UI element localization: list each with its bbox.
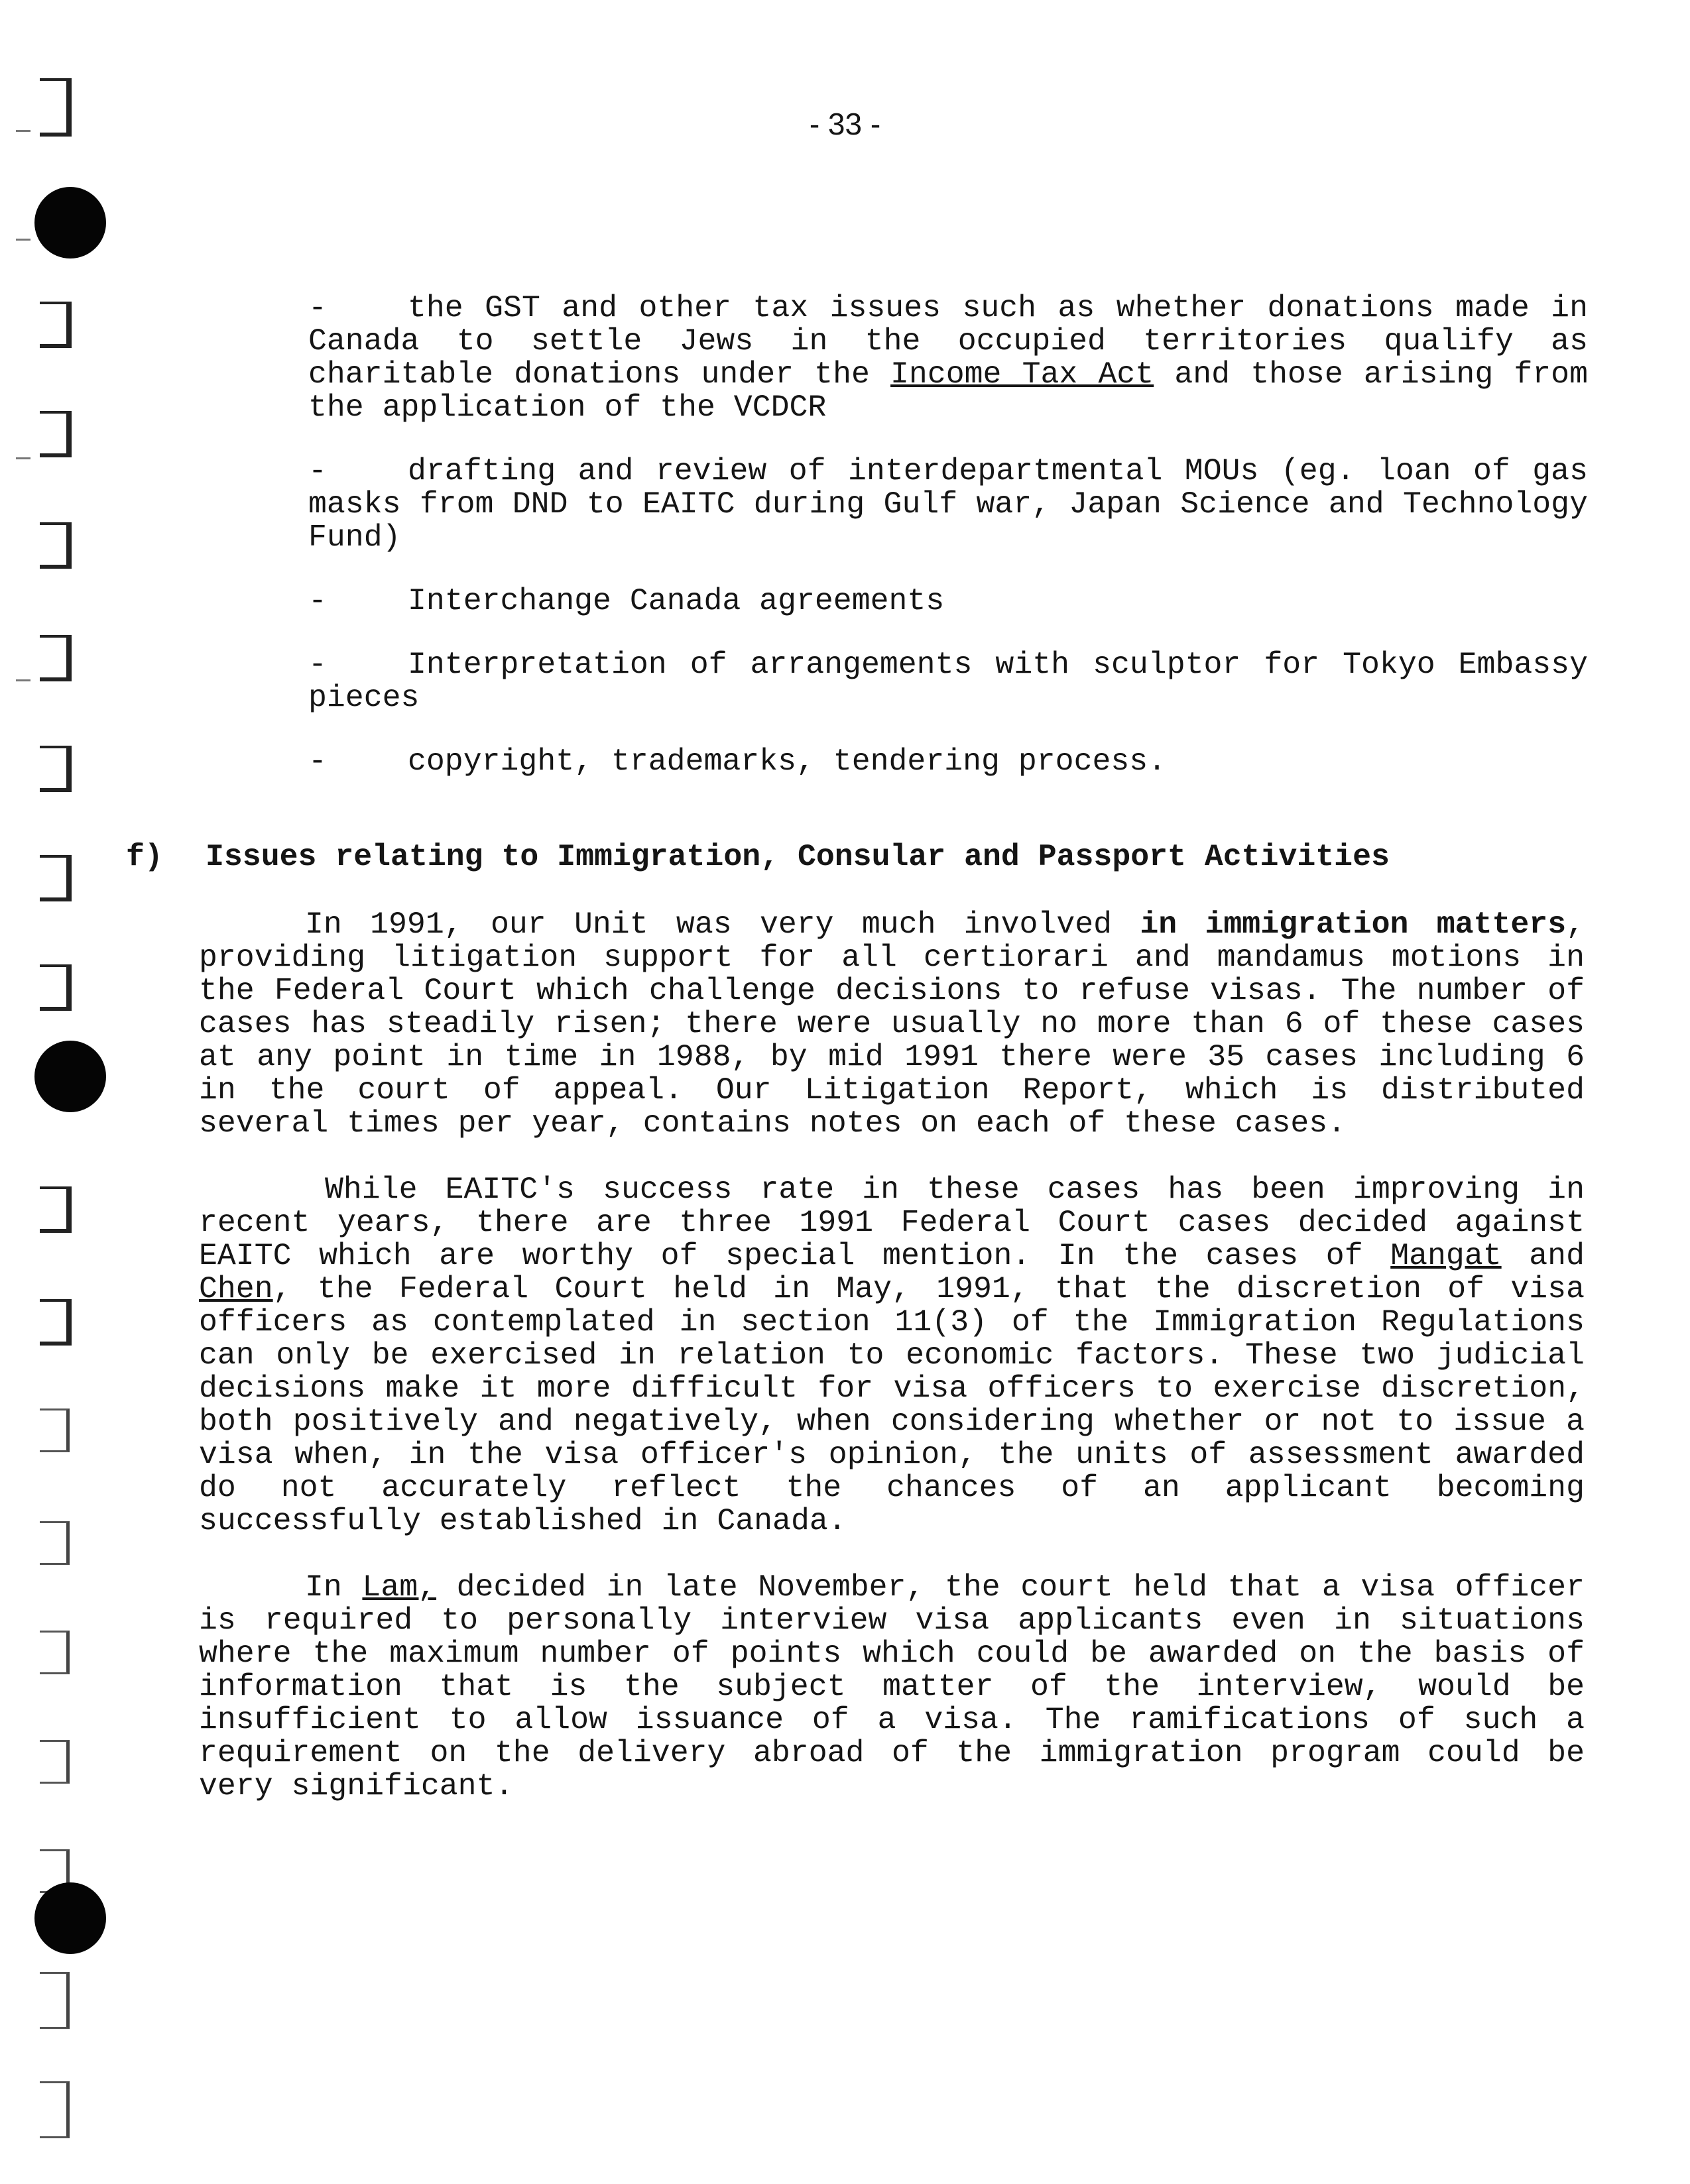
paragraph [199,908,1585,1140]
text-run: In 1991, our Unit was very much involved [305,907,1140,942]
paragraph [199,1571,1585,1803]
binding-tab [40,1186,72,1233]
binding-tab [40,746,72,792]
punch-hole [34,187,106,259]
underlined-text: Income Tax Act [890,357,1154,392]
scan-speck [16,679,30,681]
paragraph [199,1173,1585,1538]
binding-tab [40,1299,72,1346]
bullet-item [308,648,1588,715]
binding-tab [40,302,72,348]
binding-tab [40,635,72,681]
bullet-dash: - [308,744,327,779]
bullet-item [308,455,1588,554]
page-number: - 33 - [809,107,881,141]
body-text [199,908,1585,1836]
binding-tab [40,522,72,569]
punch-hole [34,1882,106,1954]
scan-speck [16,457,30,459]
binding-tab [40,1408,70,1452]
bullet-dash: - [308,290,327,325]
bullet-item [308,585,1588,618]
binding-tab [40,1740,70,1784]
underlined-text: Chen [199,1271,273,1306]
text-run: decided in late November, the court held that a visa officer is required to personally interview visa applicants even in situations where the maximum number of points which could be awarded on the basis of information that is the subject matter of the interview, would be insufficient to allow issuance of a visa. The ramifications of such a requirement on the delivery abroad of the immigration program could be very significant. [199,1570,1585,1804]
section-label: f) [126,839,163,874]
binding-tab [40,1631,70,1674]
text-run: the GST and other tax issues such as whether donations made in Canada to settle Jews in the occupied territories qualify as charitable donations under the [308,290,1588,392]
binding-tab [40,855,72,901]
text-run: , providing litigation support for all certiorari and mandamus motions in the Federal Court which challenge decisions to refuse visas. The number of cases has steadily risen; there were usually no more than 6 of these cases at any point in time in 1988, by mid 1991 there were 35 cases including 6 in the court of appeal. Our Litigation Report, which is distributed several times per year, contains notes on each of these cases. [199,907,1585,1141]
section-heading [126,840,1585,874]
bullet-dash: - [308,453,327,489]
text-run: Interpretation of arrangements with sculptor for Tokyo Embassy pieces [308,647,1588,715]
binding-tab [40,1521,70,1565]
text-run: Interchange Canada agreements [408,583,945,618]
scan-speck [16,239,30,241]
text-run: , the Federal Court held in May, 1991, that the discretion of visa officers as contemplated in section 11(3) of the Immigration Regulations can only be exercised in relation to economic factors. These two judicial decisions make it more difficult for visa officers to exercise discretion, both positively and negatively, when considering whether or not to issue a visa when, in the visa officer's opinion, the units of assessment awarded do not accurately reflect the chances of an applicant becoming successfully established in Canada. [199,1271,1585,1538]
bullet-dash: - [308,583,327,618]
text-run: and [1501,1238,1585,1273]
text-run: In [305,1570,363,1605]
text-run: and those arising from the application of the VCDCR [308,357,1588,425]
text-run: While EAITC's success rate in these cases has been improving in recent years, there are three 1991 Federal Court cases decided against EAITC which are worthy of special mention. In the cases of [199,1172,1585,1273]
bullet-item [308,745,1588,778]
text-run: drafting and review of interdepartmental MOUs (eg. loan of gas masks from DND to EAITC during Gulf war, Japan Science and Technology Fund) [308,453,1588,555]
binding-tab [40,2081,70,2138]
bullet-list [308,292,1588,778]
binding-tab [40,411,72,457]
bold-text: in immigration matters [1140,907,1567,942]
binding-tab [40,1972,70,2029]
punch-hole [34,1041,106,1112]
underlined-text: Mangat [1390,1238,1502,1273]
bullet-item [308,292,1588,424]
bullet-dash: - [308,647,327,682]
section-title: Issues relating to Immigration, Consular and Passport Activities [206,839,1390,874]
underlined-text: Lam, [362,1570,437,1605]
text-run: copyright, trademarks, tendering process. [408,744,1167,779]
binding-tab [40,964,72,1011]
